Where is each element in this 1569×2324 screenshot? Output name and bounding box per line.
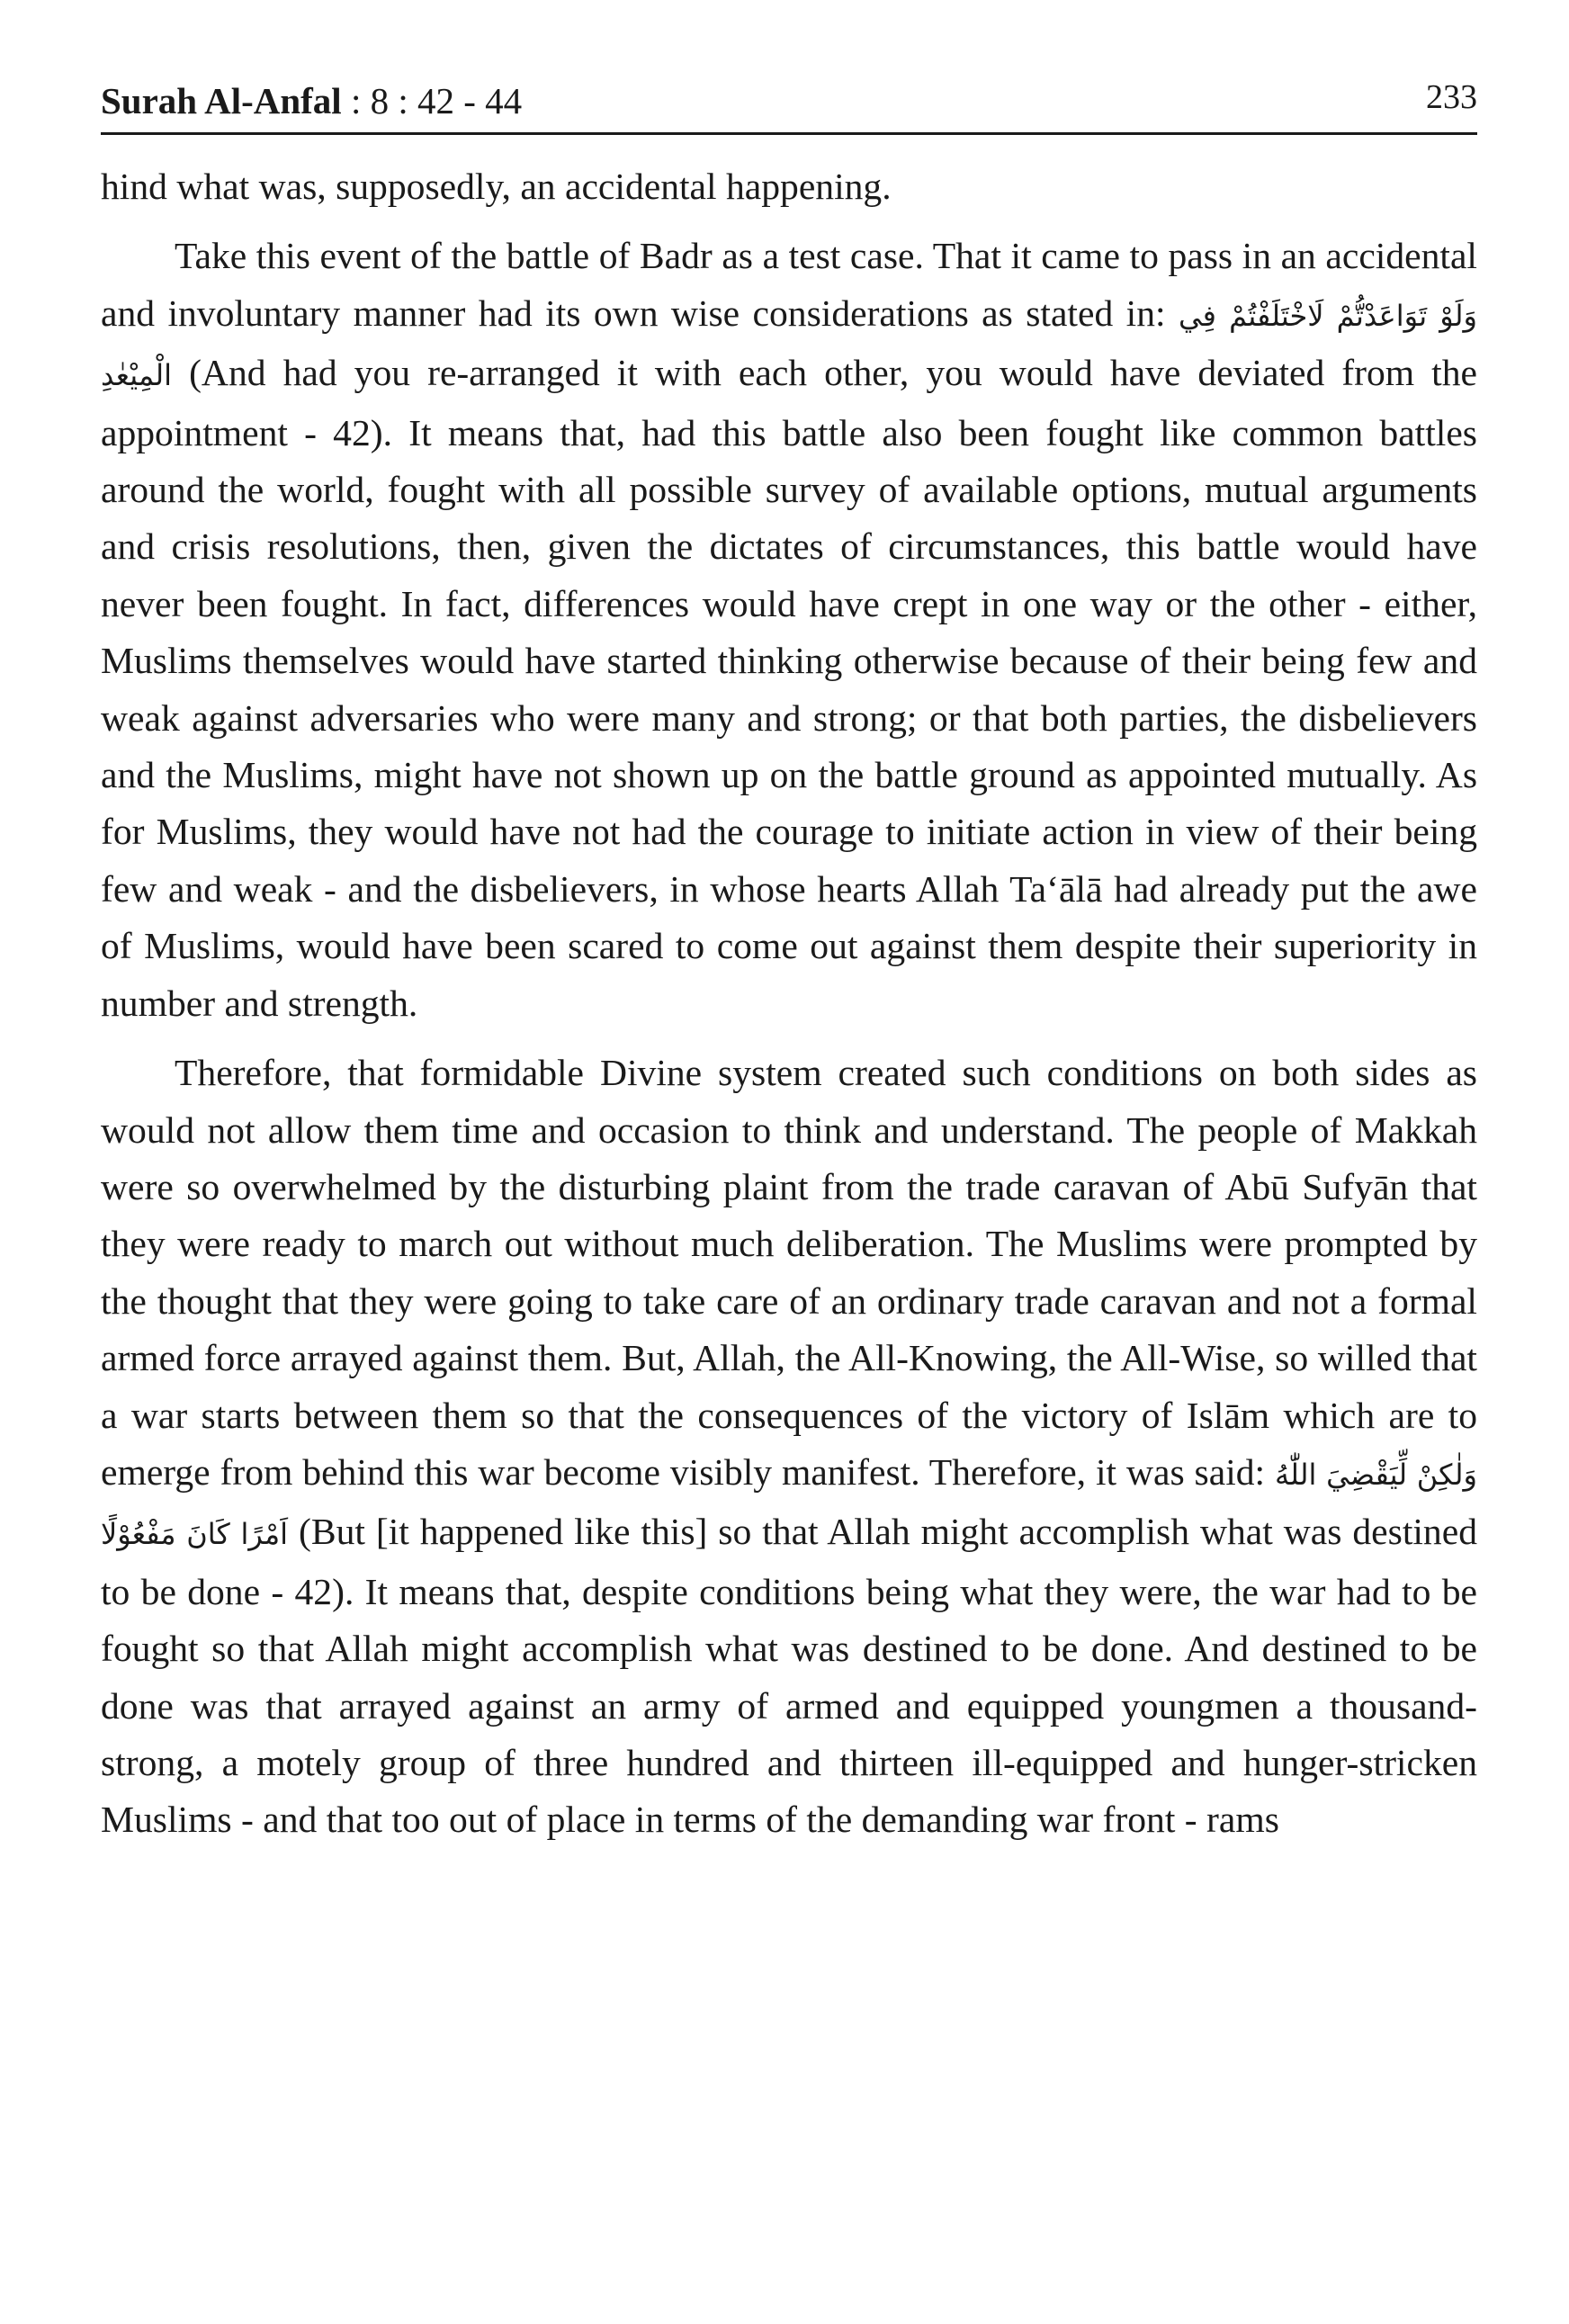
arabic-quote: وَلٰكِنْ لِّيَقْضِيَ اللّٰهُ اَمْرًا كَانَ مَفْعُوْلًا	[101, 1457, 1477, 1552]
page-number: 233	[1426, 78, 1477, 116]
header-rule	[101, 132, 1477, 135]
paragraph-text-before-quote: Take this event of the battle of Badr as a test case. That it came to pass in an accidental and involuntary manner had its own wise considerations as stated in:	[101, 235, 1477, 334]
running-head	[101, 70, 1477, 135]
arabic-quote: وَلَوْ تَوَاعَدْتُّمْ لَاخْتَلَفْتُمْ فِي الْمِيْعٰدِ	[101, 298, 1478, 393]
paragraph-divine-system	[101, 1045, 1477, 1849]
paragraph-badr-test-case	[101, 228, 1477, 1032]
body-text	[101, 158, 1477, 1849]
chapter-reference	[101, 79, 522, 122]
paragraph-text-after-quote: (But [it happened like this] so that Allah might accomplish what was destined to be done - 42). It means that, despite conditions being what they were, the war had to be fought so that Allah might accomplish what was destined to be done. And destined to be done was that arrayed against an army of armed and equipped youngmen a thousand-strong, a motely group of three hundred and thirteen ill-equipped and hunger-stricken Muslims - and that too out of place in terms of the demanding war front - rams	[101, 1511, 1477, 1841]
surah-title: Surah Al-Anfal	[101, 80, 342, 121]
verse-range: : 8 : 42 - 44	[350, 80, 523, 121]
paragraph-text-after-quote: (And had you re-arranged it with each other, you would have deviated from the appointment - 42). It means that, had this battle also been fought like common battles around the world, fought with all possible survey of available options, mutual arguments and crisis resolutions, then, given the dictates of circumstances, this battle would have never been fought. In fact, differences would have crept in one way or the other - either, Muslims themselves would have started thinking otherwise because of their being few and weak against adversaries who were many and strong; or that both parties, the disbelievers and the Muslims, might have not shown up on the battle ground as appointed mutually. As for Muslims, they would have not had the courage to initiate action in view of their being few and weak - and the disbelievers, in whose hearts Allah Ta‘ālā had already put the awe of Muslims, would have been scared to come out against them despite their superiority in number and strength.	[101, 352, 1477, 1024]
paragraph-text-before-quote: Therefore, that formidable Divine system created such conditions on both sides as would not allow them time and occasion to think and understand. The people of Makkah were so overwhelmed by the disturbing plaint from the trade caravan of Abū Sufyān that they were ready to march out without much deliberation. The Muslims were prompted by the thought that they were going to take care of an ordinary trade caravan and not a formal armed force arrayed against them. But, Allah, the All-Knowing, the All-Wise, so willed that a war starts between them so that the consequences of the victory of Islām which are to emerge from behind this war become visibly manifest. Therefore, it was said:	[101, 1052, 1477, 1493]
paragraph-continuation: hind what was, supposedly, an accidental happening.	[101, 166, 892, 207]
